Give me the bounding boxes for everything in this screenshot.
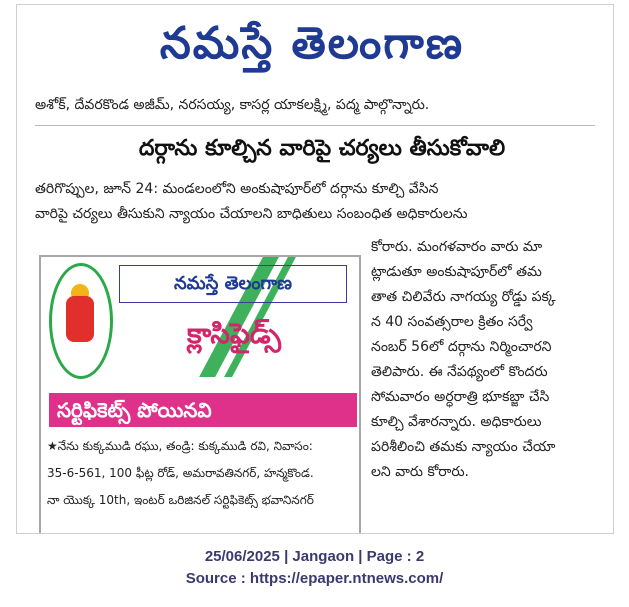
epaper-clipping bbox=[16, 4, 614, 534]
article-line: పరిశీలించి తమకు న్యాయం చేయా bbox=[371, 439, 556, 455]
ad-line: ★నేను కుక్కముడి రఘు, తండ్రి: కుక్కముడి రవి, నివాసం: bbox=[47, 439, 313, 453]
article-line: తాత చిలివేరు నాగయ్య రోడ్డు పక్క bbox=[371, 289, 556, 305]
article-line: న 40 సంవత్సరాల క్రితం సర్వే bbox=[371, 314, 533, 330]
source-link[interactable]: Source : https://epaper.ntnews.com/ bbox=[185, 570, 444, 587]
article-line: కూల్చి వేశారన్నారు. అధికారులు bbox=[371, 414, 542, 430]
divider bbox=[35, 125, 595, 126]
article-headline: దర్గాను కూల్చిన వారిపై చర్యలు తీసుకోవాలి bbox=[138, 136, 506, 161]
ad-title: క్లాసిఫైడ్స్ bbox=[186, 317, 282, 350]
article-right-column bbox=[371, 235, 601, 485]
goddess-figure-icon bbox=[66, 296, 94, 342]
edition-info: 25/06/2025 | Jangaon | Page : 2 bbox=[204, 548, 425, 565]
article-line: తెలిపారు. ఈ నేపథ్యంలో కొందరు bbox=[371, 364, 548, 380]
newspaper-masthead: నమస్తే తెలంగాణ bbox=[159, 18, 465, 69]
ad-text-block bbox=[47, 433, 353, 514]
article-line: నంబర్ 56లో దర్గాను నిర్మించారని bbox=[371, 339, 552, 355]
article-line: ట్లాడుతూ అంకుషాపూర్‌లో తమ bbox=[371, 264, 542, 280]
article-line: వారిపై చర్యలు తీసుకుని న్యాయం చేయాలని బాధితులు సంబంధిత అధికారులను bbox=[35, 206, 468, 222]
ad-brand-name: నమస్తే తెలంగాణ bbox=[119, 265, 347, 303]
ad-line: నా యొక్క 10th, ఇంటర్ ఒరిజినల్ సర్టిఫికెట్స్ భవానినగర్ bbox=[47, 493, 314, 507]
ad-line: 35-6-561, 100 ఫీట్ల రోడ్, అమరావతినగర్, హన్మకొండ. bbox=[47, 466, 314, 480]
article-line: సోమవారం అర్ధరాత్రి భూకబ్జా చేసి bbox=[371, 389, 550, 405]
article-line: తరిగొప్పుల, జూన్ 24: మండలంలోని అంకుషాపూర్‌లో దర్గాను కూల్చి వేసిన bbox=[35, 181, 439, 197]
previous-article-tail: అశోక్, దేవరకొండ అజీమ్, నరసయ్య, కాసర్ల యాకలక్ష్మి, పద్మ పాల్గొన్నారు. bbox=[35, 97, 430, 113]
article-line: లని వారు కోరారు. bbox=[371, 464, 469, 480]
article-line: కోరారు. మంగళవారం వారు మా bbox=[371, 239, 543, 255]
classifieds-ad bbox=[39, 255, 361, 534]
classifieds-logo-icon bbox=[49, 263, 113, 379]
ad-category-band: సర్టిఫికెట్స్ పోయినవి bbox=[49, 393, 357, 427]
